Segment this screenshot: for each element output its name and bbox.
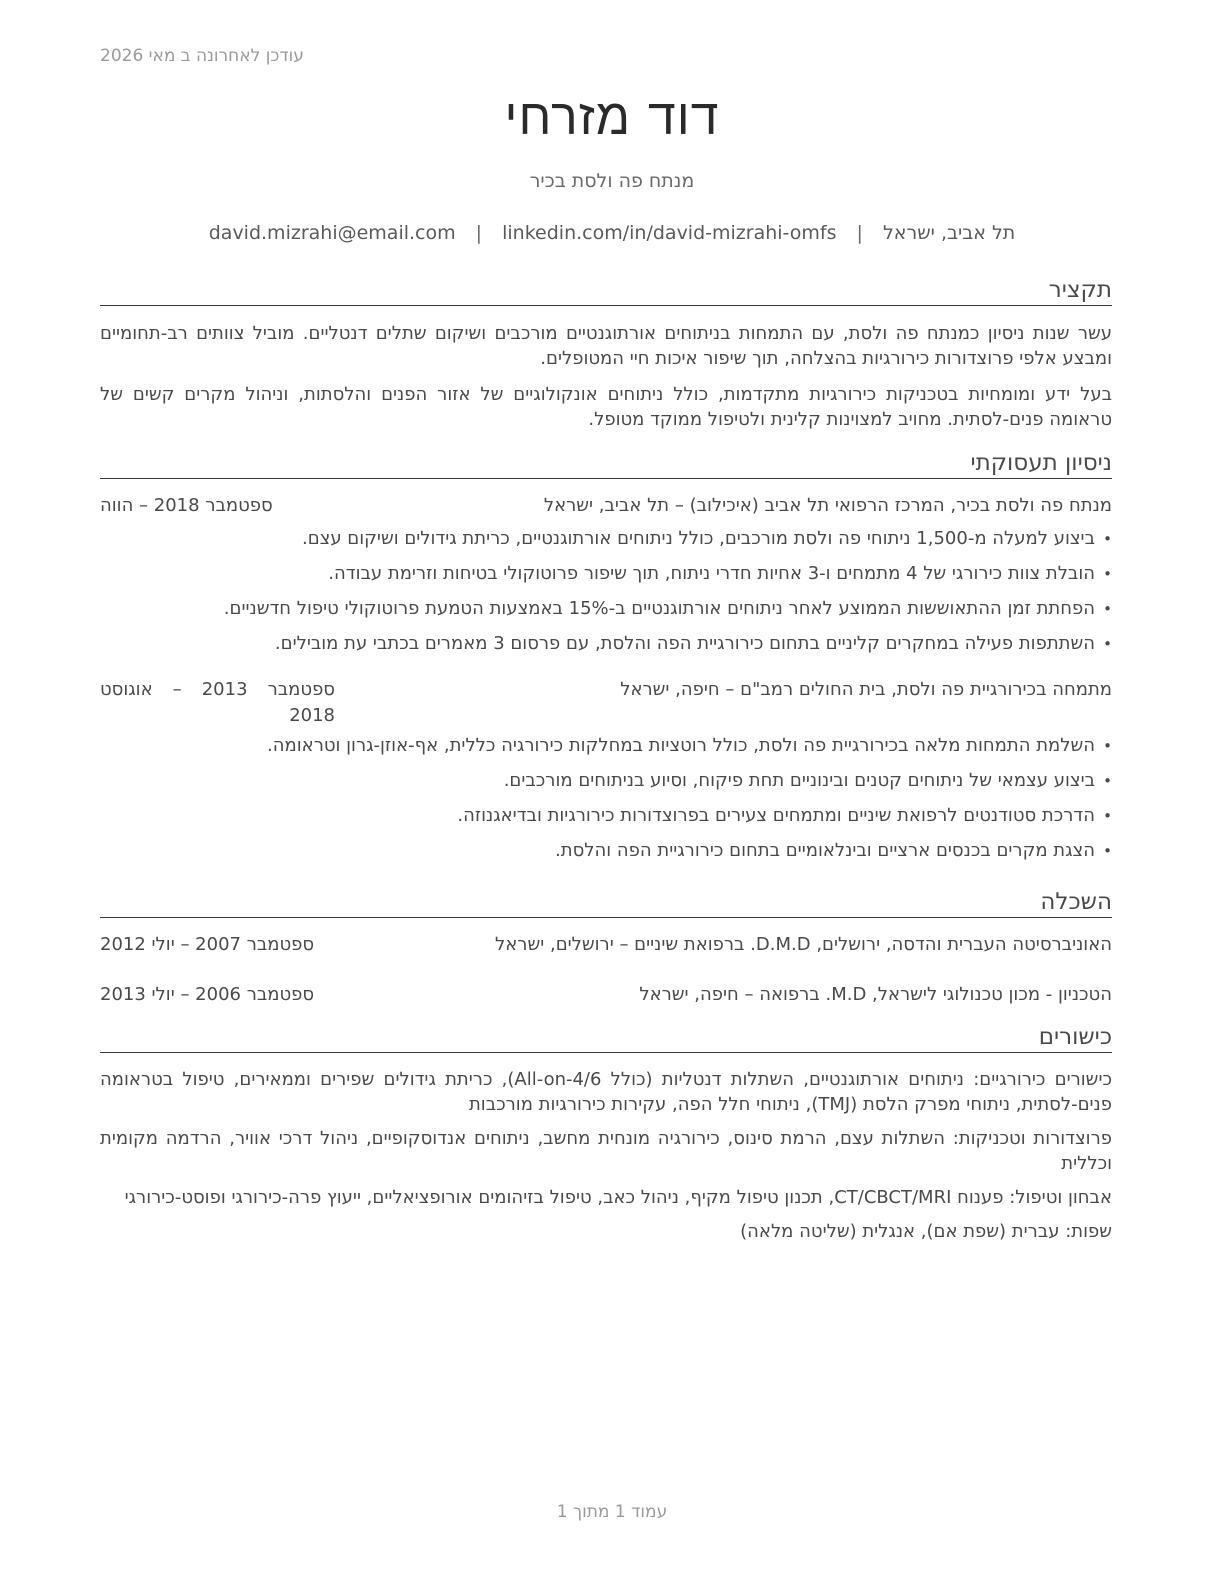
- skills-line: פרוצדורות וטכניקות: השתלות עצם, הרמת סינוס, כירורגיה מונחית מחשב, ניתוחים אנדוסקופיים, ניהול דרכי אוויר, הרדמה מקומית וכללית: [100, 1128, 1112, 1174]
- section-title-skills: כישורים: [100, 1022, 1112, 1053]
- contact-separator: |: [856, 222, 863, 244]
- job-header: [100, 493, 1112, 519]
- summary-paragraph: בעל ידע ומומחיות בטכניקות כירורגיות מתקדמות, כולל ניתוחים אונקולוגיים של אזור הפנים והלסתות, וניהול מקרים קשים של טראומה פנים-לסתית. מחויב למצוינות קלינית ולטיפול ממוקד מטופל.: [100, 384, 1112, 430]
- job-bullet: • הובלת צוות כירורגי של 4 מתמחים ו-3 אחיות חדרי ניתוח, תוך שיפור פרוטוקולי בטיחות וזרימת עבודה.: [100, 562, 1112, 586]
- education-dates: ספטמבר 2007 – יולי 2012: [100, 934, 315, 955]
- education-item: [100, 932, 1112, 958]
- job-bullet: • השתתפות פעילה במחקרים קליניים בתחום כירורגיית הפה והלסת, עם פרסום 3 מאמרים בכתבי עת מובילים.: [100, 632, 1112, 656]
- contact-location: תל אביב, ישראל: [882, 222, 1016, 244]
- job-bullet: • השלמת התמחות מלאה בכירורגיית פה ולסת, כולל רוטציות במחלקות כירורגיה כללית, אף-אוזן-גרון וטראומה.: [100, 734, 1112, 758]
- contact-linkedin[interactable]: linkedin.com/in/david-mizrahi-omfs: [502, 222, 837, 244]
- job-header: [100, 677, 1112, 729]
- skills-section: [100, 1022, 1112, 1253]
- page-number: עמוד 1 מתוך 1: [556, 1502, 668, 1522]
- contact-separator: |: [475, 222, 483, 244]
- contact-line: [0, 222, 1224, 244]
- candidate-name: דוד מזרחי: [504, 88, 720, 146]
- job-bullet: • הדרכת סטודנטים לרפואת שיניים ומתמחים צעירים בפרוצדורות כירורגיות ובדיאגנוזה.: [100, 804, 1112, 828]
- job-bullet: • ביצוע למעלה מ-1,500 ניתוחי פה ולסת מורכבים, כולל ניתוחים אורתוגנטיים, כריתת גידולים ושיקום עצם.: [100, 527, 1112, 551]
- job-bullet: • הצגת מקרים בכנסים ארציים ובינלאומיים בתחום כירורגיית הפה והלסת.: [100, 839, 1112, 863]
- education-text: הטכניון - מכון טכנולוגי לישראל, M.D. ברפואה – חיפה, ישראל: [639, 984, 1112, 1005]
- job-title: מתמחה בכירורגיית פה ולסת, בית החולים רמב"ם – חיפה, ישראל: [620, 679, 1112, 700]
- candidate-subtitle: מנתח פה ולסת בכיר: [529, 170, 695, 192]
- last-updated-note: עודכן לאחרונה ב מאי 2026: [100, 46, 304, 66]
- education-text: האוניברסיטה העברית והדסה, ירושלים, D.M.D. ברפואת שיניים – ירושלים, ישראל: [495, 934, 1112, 955]
- job-bullets: [100, 527, 1112, 656]
- education-dates: ספטמבר 2006 – יולי 2013: [100, 984, 315, 1005]
- experience-section: [100, 448, 1112, 874]
- contact-email[interactable]: david.mizrahi@email.com: [208, 222, 456, 244]
- section-title-experience: ניסיון תעסוקתי: [100, 448, 1112, 479]
- job-bullets: [100, 734, 1112, 863]
- job-entry: [100, 493, 1112, 656]
- summary-section: [100, 275, 1112, 432]
- section-title-education: השכלה: [100, 887, 1112, 918]
- summary-paragraph: עשר שנות ניסיון כמנתח פה ולסת, עם התמחות בניתוחים אורתוגנטיים מורכבים ושיקום שתלים דנטליים. מוביל צוותים רב-תחומיים ומבצע אלפי פרוצדורות כירורגיות בהצלחה, תוך שיפור איכות חיי המטופלים.: [100, 323, 1112, 369]
- skills-line: אבחון וטיפול: פענוח CT/CBCT/MRI, תכנון טיפול מקיף, ניהול כאב, טיפול בזיהומים אורופציאליים, ייעוץ פרה-כירורגי ופוסט-כירורגי: [124, 1187, 1112, 1208]
- skills-line: כישורים כירורגיים: ניתוחים אורתוגנטיים, השתלות דנטליות (כולל All-on-4/6), כריתת גידולים שפירים וממאירים, טיפול בטראומה פנים-לסתית, ניתוחי מפרק הלסת (TMJ), ניתוחי חלל הפה, עקירות כירורגיות מורכבות: [100, 1069, 1112, 1115]
- skills-line: שפות: עברית (שפת אם), אנגלית (שליטה מלאה): [740, 1221, 1112, 1242]
- job-dates: ספטמבר 2018 – הווה: [100, 495, 273, 516]
- job-entry: [100, 677, 1112, 863]
- education-item: [100, 982, 1112, 1008]
- education-section: [100, 887, 1112, 1008]
- section-title-summary: תקציר: [100, 275, 1112, 306]
- job-dates: ספטמבר 2013 – אוגוסט 2018: [100, 679, 335, 726]
- job-bullet: • ביצוע עצמאי של ניתוחים קטנים ובינוניים תחת פיקוח, וסיוע בניתוחים מורכבים.: [100, 769, 1112, 793]
- job-title: מנתח פה ולסת בכיר, המרכז הרפואי תל אביב (איכילוב) – תל אביב, ישראל: [543, 495, 1112, 516]
- job-bullet: • הפחתת זמן ההתאוששות הממוצע לאחר ניתוחים אורתוגנטיים ב-15% באמצעות הטמעת פרוטוקולי טיפול חדשניים.: [100, 597, 1112, 621]
